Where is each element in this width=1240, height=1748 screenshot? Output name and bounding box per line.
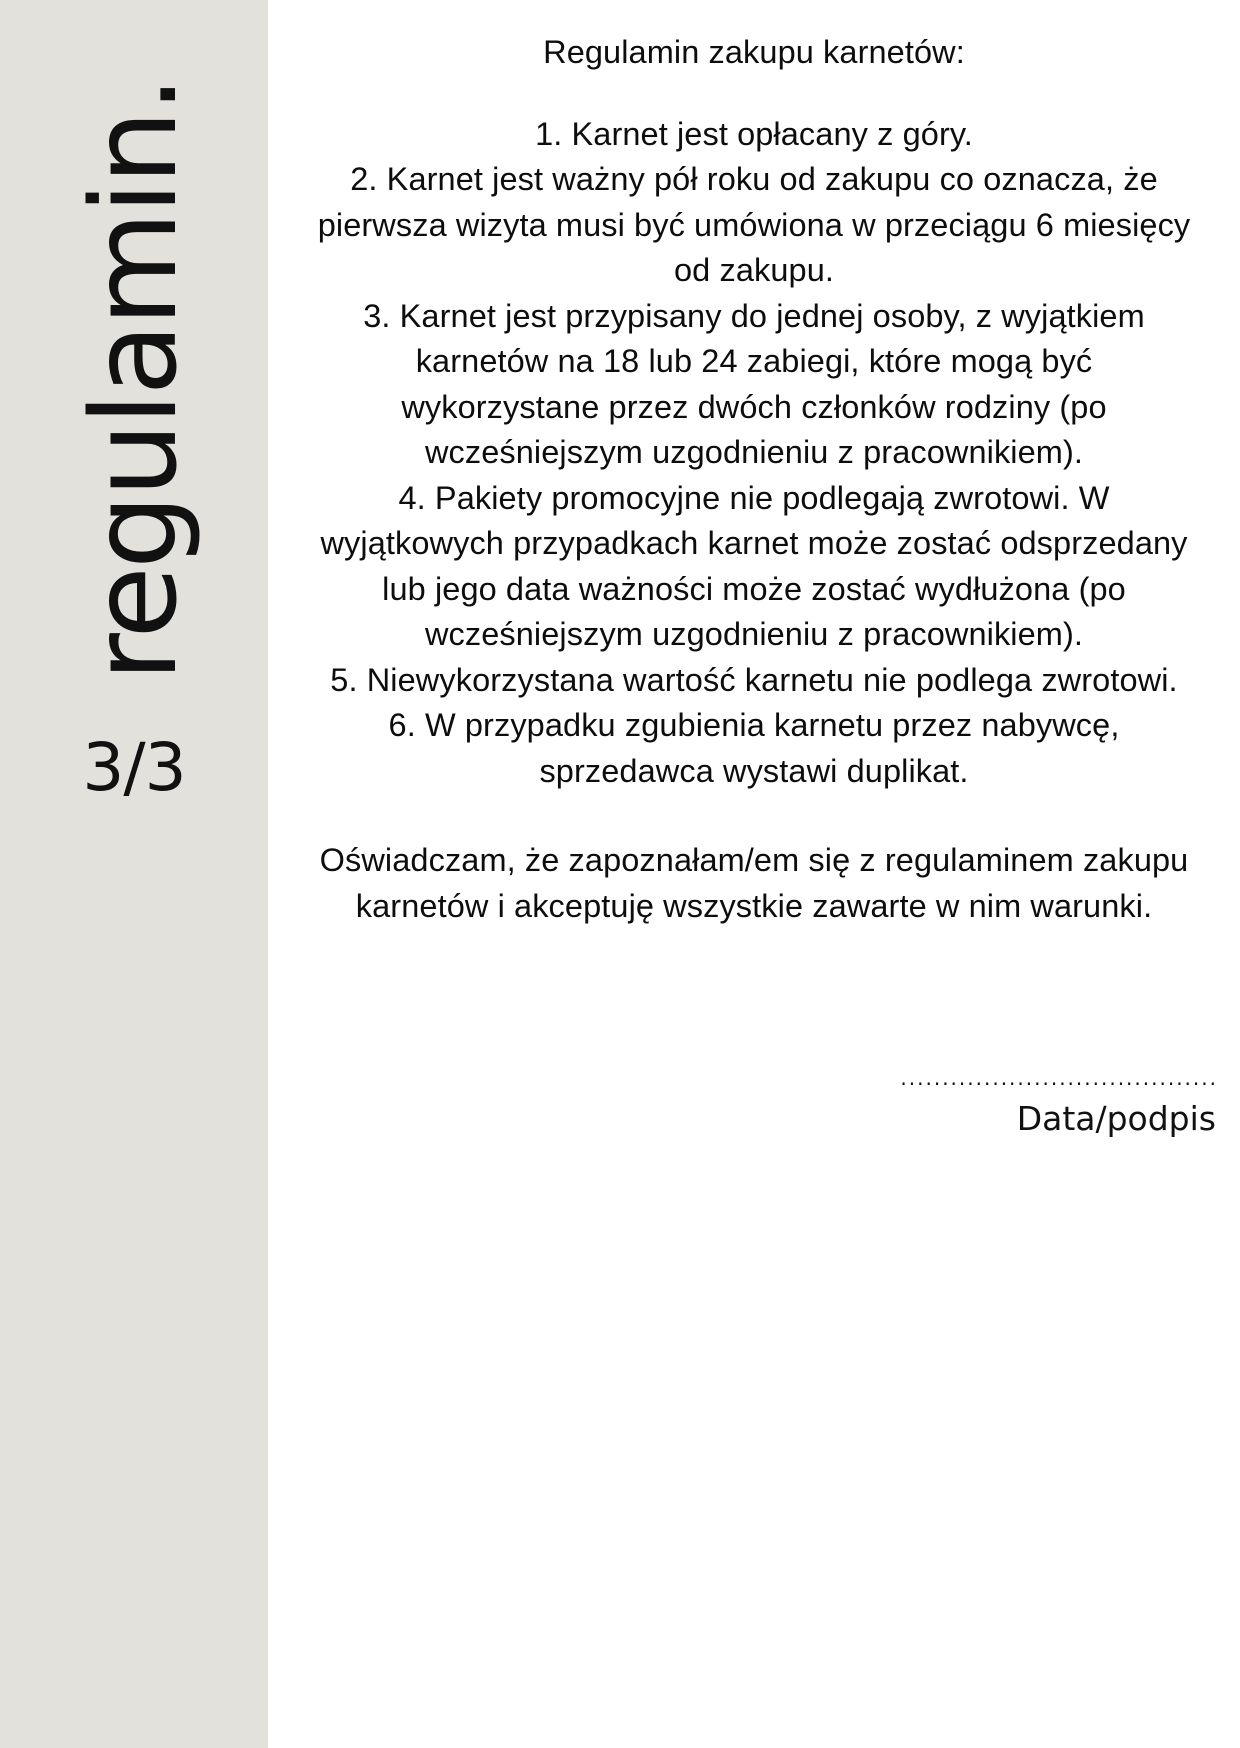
sidebar — [0, 0, 268, 1748]
content-column — [280, 30, 1228, 929]
signature-label: Data/podpis — [1016, 1099, 1216, 1138]
declaration-text: Oświadczam, że zapoznałam/em się z regulaminem zakupu karnetów i akceptuję wszystkie zawarte w nim warunki. — [319, 842, 1189, 924]
main-content — [268, 0, 1240, 1748]
rules-list — [280, 112, 1228, 795]
signature-line: ...................................... — [900, 1068, 1218, 1090]
page-number: 3/3 — [82, 729, 186, 806]
sidebar-vertical-title-wrap — [0, 0, 268, 760]
sidebar-vertical-title: regulamin. — [65, 78, 203, 682]
list-item: 2. Karnet jest ważny pół roku od zakupu co oznacza, że pierwsza wizyta musi być umówiona w przeciągu 6 miesięcy od zakupu. — [317, 161, 1191, 288]
declaration-spacer — [280, 794, 1228, 838]
list-item: 4. Pakiety promocyjne nie podlegają zwrotowi. W wyjątkowych przypadkach karnet może zostać odsprzedany lub jego data ważności może zostać wydłużona (po wcześniejszym uzgodnieniu z pracownikiem). — [320, 479, 1188, 652]
list-item: 1. Karnet jest opłacany z góry. — [535, 115, 973, 152]
list-item: 6. W przypadku zgubienia karnetu przez nabywcę, sprzedawca wystawi duplikat. — [388, 707, 1120, 789]
page-title: Regulamin zakupu karnetów: — [543, 34, 965, 70]
title-spacer — [280, 76, 1228, 112]
signature-block — [828, 1068, 1220, 1139]
list-item: 5. Niewykorzystana wartość karnetu nie podlega zwrotowi. — [330, 661, 1178, 698]
list-item: 3. Karnet jest przypisany do jednej osoby, z wyjątkiem karnetów na 18 lub 24 zabiegi, które mogą być wykorzystane przez dwóch członków rodziny (po wcześniejszym uzgodnieniu z pracownikiem). — [363, 297, 1145, 470]
